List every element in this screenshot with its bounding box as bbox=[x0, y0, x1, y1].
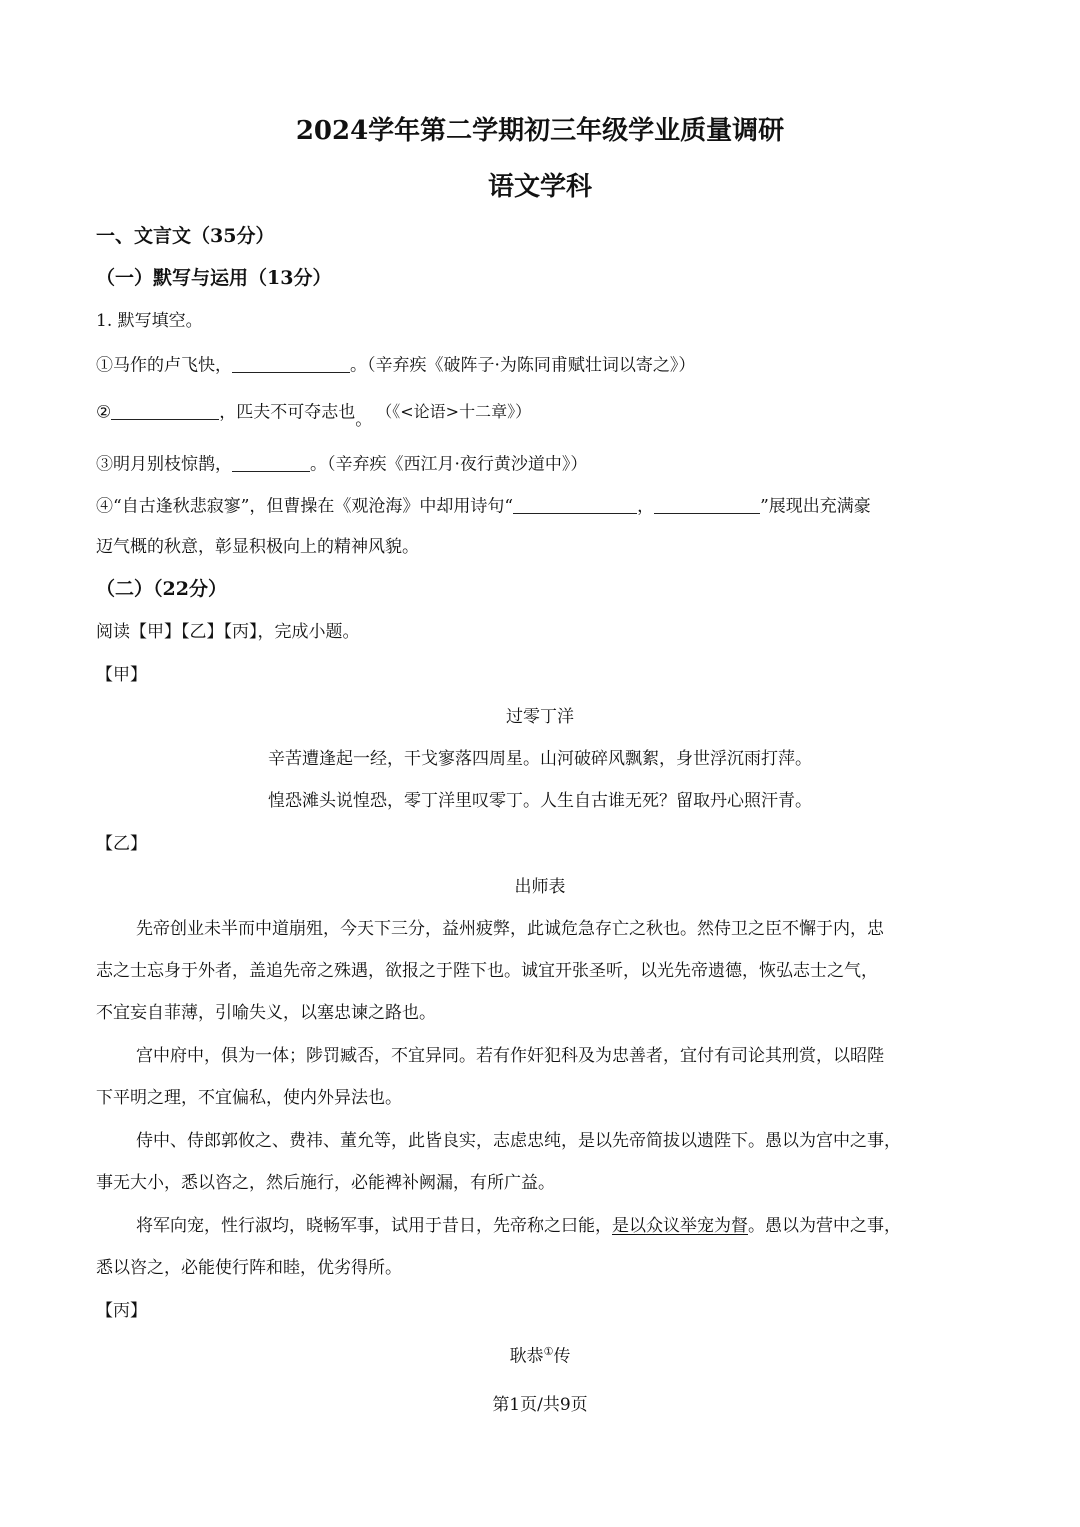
passage-title bbox=[0, 1346, 1080, 1366]
fill-item-3 bbox=[96, 454, 587, 473]
fill-item-2-mark: 。 bbox=[355, 410, 373, 431]
answer-blank[interactable] bbox=[654, 496, 760, 514]
reading-intro: 阅读【甲】【乙】【丙】，完成小题。 bbox=[96, 622, 360, 642]
paragraph-line: 悉以咨之，必能使行阵和睦，优劣得所。 bbox=[96, 1258, 402, 1278]
page-title: 2024学年第二学期初三年级学业质量调研 bbox=[295, 116, 785, 146]
paragraph-line bbox=[136, 1218, 901, 1235]
poem-title: 过零丁洋 bbox=[506, 707, 574, 727]
paragraph-text: 。愚以为营中之事， bbox=[748, 1216, 901, 1236]
paragraph-line: 宫中府中，俱为一体；陟罚臧否，不宜异同。若有作奸犯科及为忠善者，宜付有司论其刑赏，以昭陛 bbox=[136, 1046, 884, 1066]
fill-item-4-after: ”展现出充满豪 bbox=[760, 496, 871, 517]
fill-item-2-source: （《<论语>十二章》） bbox=[384, 402, 532, 422]
paragraph-line: 事无大小，悉以咨之，然后施行，必能裨补阙漏，有所广益。 bbox=[96, 1173, 555, 1193]
passage-label-bing: 【丙】 bbox=[96, 1301, 147, 1321]
answer-blank[interactable] bbox=[232, 355, 350, 373]
paragraph-line: 侍中、侍郎郭攸之、费祎、董允等，此皆良实，志虑忠纯，是以先帝简拔以遗陛下。愚以为宫中之事， bbox=[136, 1131, 901, 1151]
fill-item-4-before: ④“自古逢秋悲寂寥”，但曹操在《观沧海》中却用诗句“ bbox=[96, 496, 514, 517]
fill-item-1-after: 。（辛弃疾《破阵子·为陈同甫赋壮词以寄之》） bbox=[350, 355, 696, 376]
passage-label-jia: 【甲】 bbox=[96, 665, 147, 685]
answer-blank[interactable] bbox=[232, 454, 310, 472]
fill-item-2-before: ② bbox=[96, 402, 112, 423]
passage-title-tail: 传 bbox=[553, 1346, 571, 1367]
passage-label-yi: 【乙】 bbox=[96, 834, 147, 854]
fill-item-4-mid: ， bbox=[637, 496, 655, 517]
passage-title: 出师表 bbox=[514, 877, 566, 897]
footnote-marker: ① bbox=[543, 1345, 554, 1358]
fill-item-4-cont: 迈气概的秋意，彰显积极向上的精神风貌。 bbox=[96, 537, 419, 557]
paragraph-text: 将军向宠，性行淑均，晓畅军事，试用于昔日，先帝称之曰能， bbox=[136, 1216, 612, 1236]
section-heading: 一、文言文（35分） bbox=[96, 225, 275, 247]
answer-blank[interactable] bbox=[111, 402, 219, 420]
poem-line: 辛苦遭逢起一经，干戈寥落四周星。山河破碎风飘絮，身世浮沉雨打萍。 bbox=[268, 749, 812, 769]
subject-title: 语文学科 bbox=[487, 172, 592, 202]
fill-item-2-after: ，匹夫不可夺志也 bbox=[219, 402, 356, 423]
paragraph-line: 先帝创业未半而中道崩殂，今天下三分，益州疲弊，此诚危急存亡之秋也。然侍卫之臣不懈于内，忠 bbox=[136, 919, 884, 939]
paragraph-line: 下平明之理，不宜偏私，使内外异法也。 bbox=[96, 1088, 402, 1108]
fill-item-1-before: ①马作的卢飞快， bbox=[96, 355, 232, 376]
fill-item-1 bbox=[96, 355, 695, 374]
underlined-sentence: 是以众议举宠为督 bbox=[612, 1216, 748, 1236]
fill-item-3-after: 。（辛弃疾《西江月·夜行黄沙道中》） bbox=[310, 454, 588, 475]
fill-item-4 bbox=[96, 496, 871, 515]
passage-title-text: 耿恭 bbox=[509, 1346, 544, 1367]
part1-heading: （一）默写与运用（13分） bbox=[96, 267, 332, 289]
paragraph-line: 志之士忘身于外者，盖追先帝之殊遇，欲报之于陛下也。诚宜开张圣听，以光先帝遗德，恢弘志士之气， bbox=[96, 961, 878, 981]
answer-blank[interactable] bbox=[513, 496, 637, 514]
page-footer: 第1页/共9页 bbox=[492, 1395, 588, 1415]
paragraph-line: 不宜妄自菲薄，引喻失义，以塞忠谏之路也。 bbox=[96, 1003, 436, 1023]
fill-item-2 bbox=[96, 402, 532, 431]
part2-heading: （二）（22分） bbox=[96, 578, 227, 600]
poem-line: 惶恐滩头说惶恐，零丁洋里叹零丁。人生自古谁无死？留取丹心照汗青。 bbox=[268, 791, 812, 811]
question-stem: 1. 默写填空。 bbox=[96, 311, 203, 331]
fill-item-3-before: ③明月别枝惊鹊， bbox=[96, 454, 232, 475]
